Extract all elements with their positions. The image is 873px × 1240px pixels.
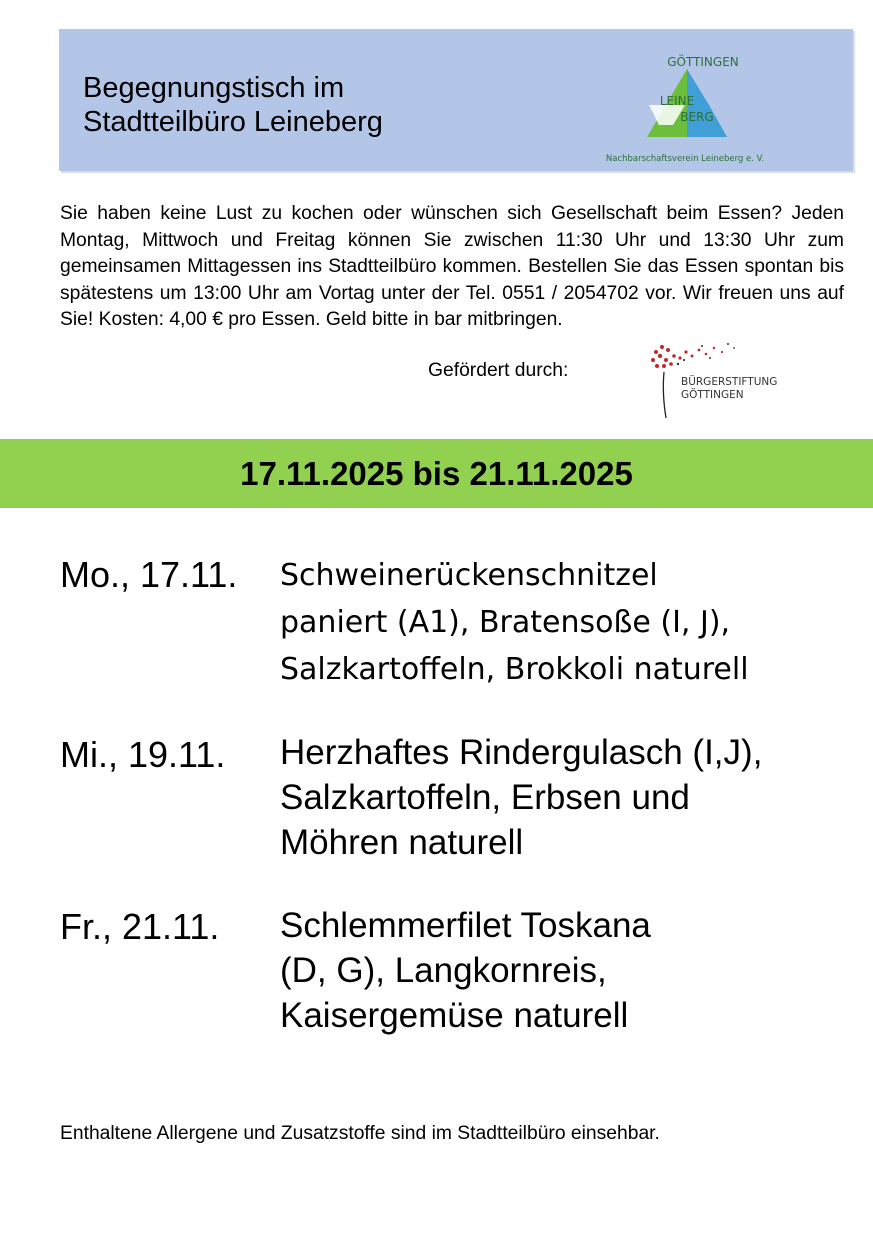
dish-line: Salzkartoffeln, Brokkoli naturell [280, 652, 749, 687]
menu-dish-monday [280, 552, 749, 693]
menu-dish-friday [280, 903, 651, 1038]
page-title [83, 71, 383, 139]
dish-line: Möhren naturell [280, 823, 524, 862]
allergen-note: Enthaltene Allergene und Zusatzstoffe sind im Stadtteilbüro einsehbar. [60, 1123, 660, 1144]
title-line-2: Stadtteilbüro Leineberg [83, 106, 383, 138]
menu-day-wednesday: Mi., 19.11. [60, 734, 226, 775]
dish-line: paniert (A1), Bratensoße (I, J), [280, 605, 731, 640]
dish-line: Salzkartoffeln, Erbsen und [280, 778, 690, 817]
logo-top-text: GÖTTINGEN [667, 55, 739, 69]
dish-line: Kaisergemüse naturell [280, 996, 629, 1035]
dandelion-icon [644, 338, 794, 422]
week-range-banner [0, 439, 873, 508]
dish-line: Schlemmerfilet Toskana [280, 906, 651, 945]
header-banner [59, 29, 853, 171]
logo-caption: Nachbarschaftsverein Leineberg e. V. [605, 154, 765, 164]
week-range: 17.11.2025 bis 21.11.2025 [240, 455, 633, 492]
dish-line: (D, G), Langkornreis, [280, 951, 607, 990]
menu-day-friday: Fr., 21.11. [60, 906, 220, 947]
dish-line: Schweinerückenschnitzel [280, 558, 658, 593]
logo-mid-text: LEINE [659, 94, 695, 108]
leineberg-triangle-logo [589, 49, 779, 167]
logo-bottom-text: BERG [680, 110, 714, 124]
sponsor-name-line-1: BÜRGERSTIFTUNG [681, 376, 778, 388]
dish-line: Herzhaftes Rindergulasch (I,J), [280, 733, 763, 772]
menu-day-monday: Mo., 17.11. [60, 554, 238, 595]
title-line-1: Begegnungstisch im [83, 72, 345, 104]
sponsor-label: Gefördert durch: [428, 360, 569, 381]
intro-paragraph: Sie haben keine Lust zu kochen oder wünschen sich Gesellschaft beim Essen? Jeden Montag, Mittwoch und Freitag können Sie zwischen 11:30 Uhr und 13:30 Uhr zum gemeinsamen Mittagessen ins Stadtteilbüro kommen. Bestellen Sie das Essen spontan bis spätestens um 13:00 Uhr am Vortag unter der Tel. 0551 / 2054702 vor. Wir freuen uns auf Sie! Kosten: 4,00 € pro Essen. Geld bitte in bar mitbringen. [60, 203, 844, 330]
menu-dish-wednesday [280, 730, 762, 865]
sponsor-name-line-2: GÖTTINGEN [681, 389, 744, 401]
